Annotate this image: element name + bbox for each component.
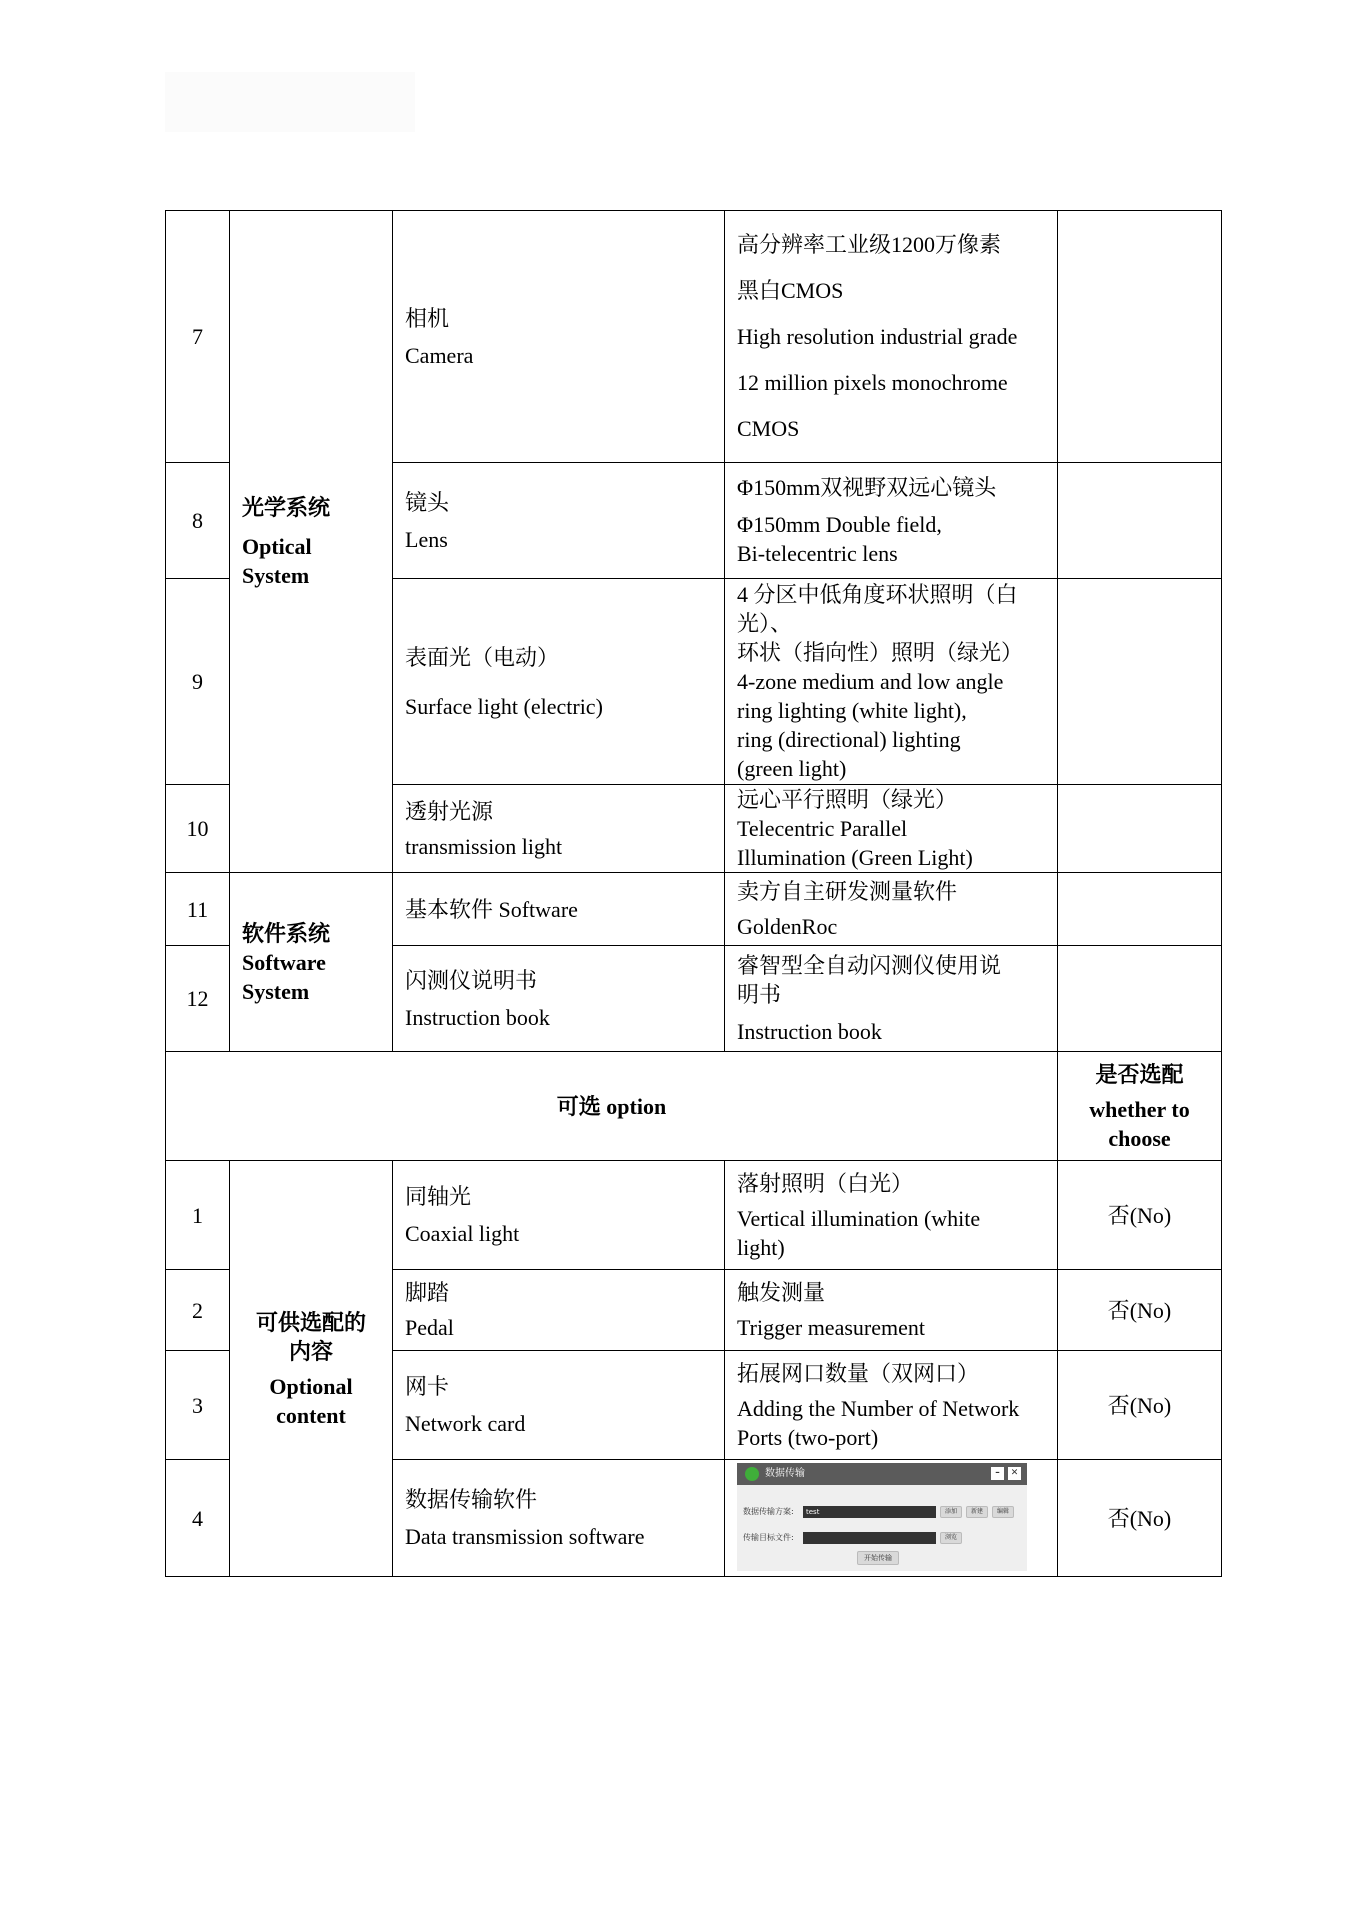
item-en: Data transmission software (405, 1524, 645, 1549)
selection-header-en-2: choose (1108, 1125, 1171, 1151)
row-number: 11 (166, 873, 230, 946)
desc-cell (725, 579, 1058, 785)
group-cn-2: 内容 (288, 1338, 333, 1364)
item-cn: 透射光源 (405, 798, 494, 824)
group-en-1: Optional (269, 1373, 353, 1399)
table-row (166, 873, 1222, 946)
software-window-screenshot (737, 1463, 1027, 1571)
group-optional-content (230, 1161, 393, 1577)
group-en-2: System (242, 563, 310, 588)
app-logo-icon (745, 1467, 759, 1481)
group-cn: 光学系统 (242, 495, 331, 520)
option-header-row (166, 1052, 1222, 1161)
item-en: Surface light (electric) (405, 693, 603, 719)
desc-line: 环状（指向性）照明（绿光） (737, 640, 1024, 665)
desc-line: High resolution industrial grade (737, 323, 1018, 349)
row-number: 9 (166, 579, 230, 785)
desc-line: CMOS (737, 415, 800, 441)
group-en-1: Optical (242, 534, 312, 559)
desc-line: ring lighting (white light), (737, 698, 967, 723)
table-row (166, 1161, 1222, 1270)
desc-line: 4 分区中低角度环状照明（白 (737, 582, 1018, 607)
desc-line: 睿智型全自动闪测仪使用说 (737, 953, 1002, 978)
desc-cell (725, 1161, 1058, 1270)
group-en-2: System (242, 978, 310, 1004)
selection-value: 否(No) (1058, 1351, 1222, 1460)
item-en: Pedal (405, 1315, 454, 1340)
item-cn: 闪测仪说明书 (405, 967, 538, 993)
desc-line: 高分辨率工业级1200万像素 (737, 231, 1002, 257)
item-cn: 脚踏 (405, 1280, 450, 1305)
new-button[interactable]: 新建 (966, 1506, 988, 1518)
empty-cell (1058, 785, 1222, 873)
item-cell (393, 946, 725, 1052)
desc-cell (725, 1351, 1058, 1460)
item-cell (393, 1351, 725, 1460)
row-number: 10 (166, 785, 230, 873)
item-cn: 基本软件 Software (405, 896, 578, 922)
item-en: Lens (405, 526, 448, 552)
screenshot-cell (725, 1460, 1058, 1577)
desc-cell (725, 946, 1058, 1052)
item-cn: 镜头 (405, 489, 450, 515)
desc-line: 卖方自主研发测量软件 (737, 879, 958, 904)
target-label: 传输目标文件: (743, 1533, 794, 1542)
row-number: 8 (166, 463, 230, 579)
desc-line: 黑白CMOS (737, 277, 844, 303)
desc-line: 触发测量 (737, 1280, 826, 1305)
desc-line: Ports (two-port) (737, 1424, 879, 1450)
selection-value: 否(No) (1058, 1270, 1222, 1351)
empty-cell (1058, 463, 1222, 579)
group-en-2: content (276, 1402, 346, 1428)
desc-cell (725, 1270, 1058, 1351)
item-cn: 网卡 (405, 1374, 450, 1399)
item-en: Coaxial light (405, 1221, 520, 1246)
window-titlebar (737, 1463, 1027, 1485)
desc-line: ring (directional) lighting (737, 727, 961, 752)
add-button[interactable]: 添加 (940, 1506, 962, 1518)
header-placeholder (165, 72, 415, 132)
desc-line: GoldenRoc (737, 914, 838, 939)
desc-cell (725, 873, 1058, 946)
option-header: 可选 option (166, 1052, 1058, 1161)
row-number: 7 (166, 211, 230, 463)
item-cell (393, 211, 725, 463)
group-cn-1: 可供选配的 (255, 1309, 366, 1335)
desc-cell (725, 785, 1058, 873)
group-en-1: Software (242, 949, 326, 975)
desc-line: 落射照明（白光） (737, 1170, 914, 1196)
item-en: Instruction book (405, 1004, 550, 1030)
edit-button[interactable]: 编辑 (992, 1506, 1014, 1518)
group-cn: 软件系统 (242, 920, 331, 946)
item-en: Camera (405, 342, 474, 368)
item-cell (393, 463, 725, 579)
desc-line: Vertical illumination (white (737, 1205, 981, 1231)
row-number: 1 (166, 1161, 230, 1270)
selection-header-cn: 是否选配 (1095, 1061, 1184, 1087)
item-cell (393, 873, 725, 946)
target-file-input[interactable] (803, 1532, 936, 1544)
minimize-icon[interactable]: – (991, 1467, 1004, 1480)
desc-line: Illumination (Green Light) (737, 845, 973, 870)
empty-cell (1058, 873, 1222, 946)
desc-line: (green light) (737, 756, 847, 781)
close-icon[interactable]: ✕ (1008, 1467, 1021, 1480)
desc-line: Adding the Number of Network (737, 1395, 1020, 1421)
desc-line: Telecentric Parallel (737, 816, 908, 841)
desc-cell (725, 463, 1058, 579)
desc-line: light) (737, 1234, 785, 1260)
start-transfer-button[interactable]: 开始传输 (857, 1551, 899, 1565)
desc-line: 拓展网口数量（双网口） (737, 1360, 980, 1386)
window-title: 数据传输 (765, 1468, 805, 1479)
item-en: Network card (405, 1411, 526, 1436)
row-number: 4 (166, 1460, 230, 1577)
item-cn: 数据传输软件 (405, 1487, 538, 1512)
desc-line: Trigger measurement (737, 1315, 925, 1340)
desc-line: Bi-telecentric lens (737, 541, 898, 566)
selection-header-en-1: whether to (1089, 1096, 1190, 1122)
row-number: 12 (166, 946, 230, 1052)
scheme-select[interactable]: test (803, 1506, 936, 1518)
spec-table (165, 210, 1222, 1577)
desc-line: 4-zone medium and low angle (737, 669, 1004, 694)
selection-value: 否(No) (1058, 1161, 1222, 1270)
item-cn: 相机 (405, 305, 450, 331)
item-cn: 表面光（电动） (405, 644, 560, 670)
empty-cell (1058, 946, 1222, 1052)
selection-header (1058, 1052, 1222, 1161)
item-cn: 同轴光 (405, 1184, 472, 1209)
item-en: transmission light (405, 833, 563, 859)
item-cell (393, 1460, 725, 1577)
row-number: 3 (166, 1351, 230, 1460)
desc-line: Φ150mm双视野双远心镜头 (737, 475, 997, 500)
desc-line: Instruction book (737, 1019, 882, 1044)
desc-line: 12 million pixels monochrome (737, 369, 1008, 395)
scheme-label: 数据传输方案: (743, 1507, 794, 1516)
item-cell (393, 579, 725, 785)
item-cell (393, 785, 725, 873)
desc-line: 明书 (737, 982, 782, 1007)
empty-cell (1058, 579, 1222, 785)
item-cell (393, 1270, 725, 1351)
desc-line: 远心平行照明（绿光） (737, 787, 958, 812)
table-row (166, 211, 1222, 463)
browse-button[interactable]: 浏览 (940, 1532, 962, 1544)
group-software-system (230, 873, 393, 1052)
desc-line: Φ150mm Double field, (737, 512, 942, 537)
desc-line: 光）、 (737, 611, 793, 636)
desc-cell (725, 211, 1058, 463)
empty-cell (1058, 211, 1222, 463)
item-cell (393, 1161, 725, 1270)
selection-value: 否(No) (1058, 1460, 1222, 1577)
row-number: 2 (166, 1270, 230, 1351)
group-optical-system (230, 211, 393, 873)
